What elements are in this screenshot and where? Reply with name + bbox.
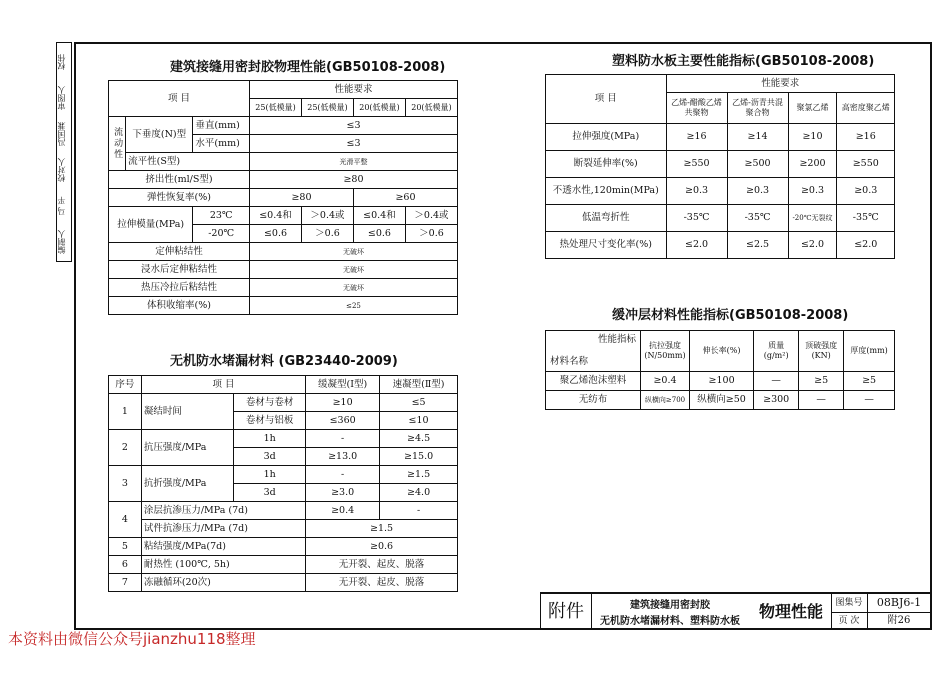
board-title: 塑料防水板主要性能指标(GB50108-2008) (612, 54, 875, 69)
table-cell: ≥13.0 (306, 448, 380, 466)
watermark-text: 本资料由微信公众号jianzhu118整理 (8, 630, 256, 648)
table-cell: ≥10 (306, 394, 380, 412)
table-row (546, 232, 895, 259)
table-row (109, 466, 458, 484)
table-cell: 无破坏 (249, 243, 457, 261)
row-label: 无纺布 (546, 391, 641, 410)
table-cell: 5 (109, 538, 142, 556)
row-value: ≥0.3 (788, 178, 837, 205)
table-cell: 顶破强度(KN) (799, 331, 844, 372)
table-cell: 无破坏 (249, 279, 457, 297)
table-cell: ≤0.4和 (353, 207, 405, 225)
table-cell: 项 目 (141, 376, 305, 394)
row-value: ≥0.4 (641, 372, 690, 391)
table-cell: 缓凝型(Ⅰ型) (306, 376, 380, 394)
row-label: 热处理尺寸变化率(%) (546, 232, 667, 259)
table-cell: 试件抗渗压力/MPa (7d) (141, 520, 305, 538)
row-value: ≤2.0 (837, 232, 895, 259)
table-row (109, 153, 458, 171)
table-cell: ≤5 (380, 394, 458, 412)
table-row (109, 297, 458, 315)
table-cell: 1 (109, 394, 142, 430)
sign-strip (56, 42, 72, 262)
table-cell: ≤25 (249, 297, 457, 315)
table-cell: 水平(mm) (193, 135, 250, 153)
row-value: ≥14 (727, 124, 788, 151)
table-cell: 耐热性 (100℃, 5h) (141, 556, 305, 574)
table-cell: 23℃ (193, 207, 250, 225)
row-value: — (844, 391, 895, 410)
row-value: 纵横向≥50 (690, 391, 754, 410)
tb-line1: 建筑接缝用密封胶 (630, 600, 710, 611)
sign-label: 编制人 (57, 230, 66, 254)
row-value: ≥300 (754, 391, 799, 410)
table-cell: 速凝型(Ⅱ型) (380, 376, 458, 394)
row-label: 低温弯折性 (546, 205, 667, 232)
table-row (546, 124, 895, 151)
table-cell: ≥80 (249, 171, 457, 189)
table-cell: 1h (234, 466, 306, 484)
table-cell: 无开裂、起皮、脱落 (306, 556, 458, 574)
table-row (546, 372, 895, 391)
plug-title: 无机防水堵漏材料 (GB23440-2009) (170, 354, 398, 369)
table-row (109, 117, 458, 135)
table-cell: -20℃ (193, 225, 250, 243)
row-value: — (799, 391, 844, 410)
table-cell: 无开裂、起皮、脱落 (306, 574, 458, 592)
sealant-table (108, 80, 458, 315)
table-cell: 光滑平整 (249, 153, 457, 171)
table-cell: - (380, 502, 458, 520)
table-cell: 流平性(S型) (126, 153, 250, 171)
table-row (109, 430, 458, 448)
table-cell: ≤0.6 (249, 225, 301, 243)
row-value: ≥550 (837, 151, 895, 178)
table-row (109, 538, 458, 556)
table-cell: ≥1.5 (306, 520, 458, 538)
row-value: ≤2.5 (727, 232, 788, 259)
table-cell: 抗拉强度(N/50mm) (641, 331, 690, 372)
row-value: ≥0.3 (727, 178, 788, 205)
table-cell: 3d (234, 448, 306, 466)
table-cell: 冻融循环(20次) (141, 574, 305, 592)
row-value: ≥10 (788, 124, 837, 151)
sealant-title: 建筑接缝用密封胶物理性能(GB50108-2008) (170, 60, 446, 75)
table-cell: 质量(g/m²) (754, 331, 799, 372)
table-cell: 定伸粘结性 (109, 243, 250, 261)
row-value: ≥0.3 (666, 178, 727, 205)
tb-line2: 无机防水堵漏材料、塑料防水板 (600, 616, 740, 627)
page-label: 页 次 (831, 612, 868, 630)
row-value: ≤2.0 (666, 232, 727, 259)
table-row (109, 394, 458, 412)
row-value: ≥5 (844, 372, 895, 391)
annex-label: 附件 (541, 594, 592, 630)
table-row (546, 331, 895, 372)
table-cell: 抗折强度/MPa (141, 466, 233, 502)
table-cell: 厚度(mm) (844, 331, 895, 372)
table-cell: 聚氯乙烯 (788, 93, 837, 124)
table-cell: ≥15.0 (380, 448, 458, 466)
table-row (546, 178, 895, 205)
table-row (109, 574, 458, 592)
table-cell: 乙烯-沥青共混聚合物 (727, 93, 788, 124)
table-cell: ≤3 (249, 135, 457, 153)
table-cell: 1h (234, 430, 306, 448)
table-cell: ≤0.6 (353, 225, 405, 243)
table-cell: ＞0.6 (301, 225, 353, 243)
row-value: — (754, 372, 799, 391)
table-cell: 25(低模量) (249, 99, 301, 117)
table-row (546, 151, 895, 178)
table-cell: 2 (109, 430, 142, 466)
row-value: -20℃无裂纹 (788, 205, 837, 232)
table-cell: ≥0.6 (306, 538, 458, 556)
row-value: 纵横向≥700 (641, 391, 690, 410)
table-cell: 25(低模量) (301, 99, 353, 117)
row-value: -35℃ (666, 205, 727, 232)
table-row (546, 205, 895, 232)
table-row (109, 207, 458, 225)
board-table (545, 74, 895, 259)
table-cell: 乙烯-醋酸乙烯共聚物 (666, 93, 727, 124)
table-cell: - (306, 466, 380, 484)
atlas-value: 08BJ6-1 (867, 594, 931, 613)
row-value: ≥550 (666, 151, 727, 178)
atlas-label: 图集号 (831, 594, 868, 613)
row-value: ≥100 (690, 372, 754, 391)
plug-table (108, 375, 458, 592)
table-cell: ≥4.5 (380, 430, 458, 448)
table-row (109, 520, 458, 538)
sign-label: 马 平 (57, 196, 66, 216)
table-cell: ≥0.4 (306, 502, 380, 520)
table-cell: 涂层抗渗压力/MPa (7d) (141, 502, 305, 520)
buffer-corner-cell: 性能指标 材料名称 (546, 331, 641, 372)
row-value: ≥0.3 (837, 178, 895, 205)
row-label: 断裂延伸率(%) (546, 151, 667, 178)
row-value: ≥16 (837, 124, 895, 151)
table-row (109, 189, 458, 207)
table-cell: 项 目 (546, 75, 667, 124)
sign-label: 冯国兼 (57, 122, 66, 146)
table-cell: 20(低模量) (405, 99, 457, 117)
table-cell: 下垂度(N)型 (126, 117, 193, 153)
table-row (109, 171, 458, 189)
table-cell: ≤0.4和 (249, 207, 301, 225)
buffer-title: 缓冲层材料性能指标(GB50108-2008) (612, 308, 849, 323)
table-cell: ≥80 (249, 189, 353, 207)
table-cell: 伸长率(%) (690, 331, 754, 372)
table-cell: - (306, 430, 380, 448)
table-cell: ≤10 (380, 412, 458, 430)
table-cell: 3 (109, 466, 142, 502)
buffer-table (545, 330, 895, 410)
sign-label: 校对人 (57, 158, 66, 182)
table-cell: 性能要求 (249, 81, 457, 99)
row-value: -35℃ (837, 205, 895, 232)
table-row (546, 75, 895, 93)
row-value: ≤2.0 (788, 232, 837, 259)
row-value: ≥500 (727, 151, 788, 178)
table-cell: 垂直(mm) (193, 117, 250, 135)
table-cell: ≤360 (306, 412, 380, 430)
table-cell: 体积收缩率(%) (109, 297, 250, 315)
table-row (109, 81, 458, 99)
row-value: ≥200 (788, 151, 837, 178)
table-cell: 粘结强度/MPa(7d) (141, 538, 305, 556)
row-value: ≥16 (666, 124, 727, 151)
table-cell: 挤出性(ml/S型) (109, 171, 250, 189)
table-cell: ≥4.0 (380, 484, 458, 502)
table-cell: 流动性 (109, 117, 126, 171)
table-cell: ≤3 (249, 117, 457, 135)
table-row (109, 279, 458, 297)
sign-label: 权伟 (57, 54, 66, 70)
table-cell: 卷材与铝板 (234, 412, 306, 430)
table-cell: ≥3.0 (306, 484, 380, 502)
table-cell: 拉伸模量(MPa) (109, 207, 193, 243)
table-cell: 4 (109, 502, 142, 538)
table-cell: 6 (109, 556, 142, 574)
table-row (109, 376, 458, 394)
row-value: -35℃ (727, 205, 788, 232)
table-cell: 热压冷拉后粘结性 (109, 279, 250, 297)
table-cell: 高密度聚乙烯 (837, 93, 895, 124)
row-label: 聚乙烯泡沫塑料 (546, 372, 641, 391)
table-cell: 浸水后定伸粘结性 (109, 261, 250, 279)
table-cell: 抗压强度/MPa (141, 430, 233, 466)
table-cell: ＞0.6 (405, 225, 457, 243)
table-cell: 卷材与卷材 (234, 394, 306, 412)
table-row (546, 391, 895, 410)
table-row (109, 243, 458, 261)
table-cell: ＞0.4或 (301, 207, 353, 225)
row-label: 不透水性,120min(MPa) (546, 178, 667, 205)
tb-big: 物理性能 (751, 594, 832, 630)
table-cell: ＞0.4或 (405, 207, 457, 225)
title-block (540, 592, 932, 630)
table-cell: ≥60 (353, 189, 457, 207)
table-cell: 项 目 (109, 81, 250, 117)
table-row (109, 556, 458, 574)
table-cell: 3d (234, 484, 306, 502)
table-cell: 20(低模量) (353, 99, 405, 117)
table-cell: 无破坏 (249, 261, 457, 279)
table-cell: 7 (109, 574, 142, 592)
table-cell: 凝结时间 (141, 394, 233, 430)
table-cell: 序号 (109, 376, 142, 394)
table-cell: 性能要求 (666, 75, 894, 93)
table-row (109, 261, 458, 279)
row-value: ≥5 (799, 372, 844, 391)
sign-label: 审图人 (57, 86, 66, 110)
table-cell: 弹性恢复率(%) (109, 189, 250, 207)
table-cell: ≥1.5 (380, 466, 458, 484)
table-row (109, 502, 458, 520)
row-label: 拉伸强度(MPa) (546, 124, 667, 151)
page-value: 附26 (887, 615, 911, 626)
